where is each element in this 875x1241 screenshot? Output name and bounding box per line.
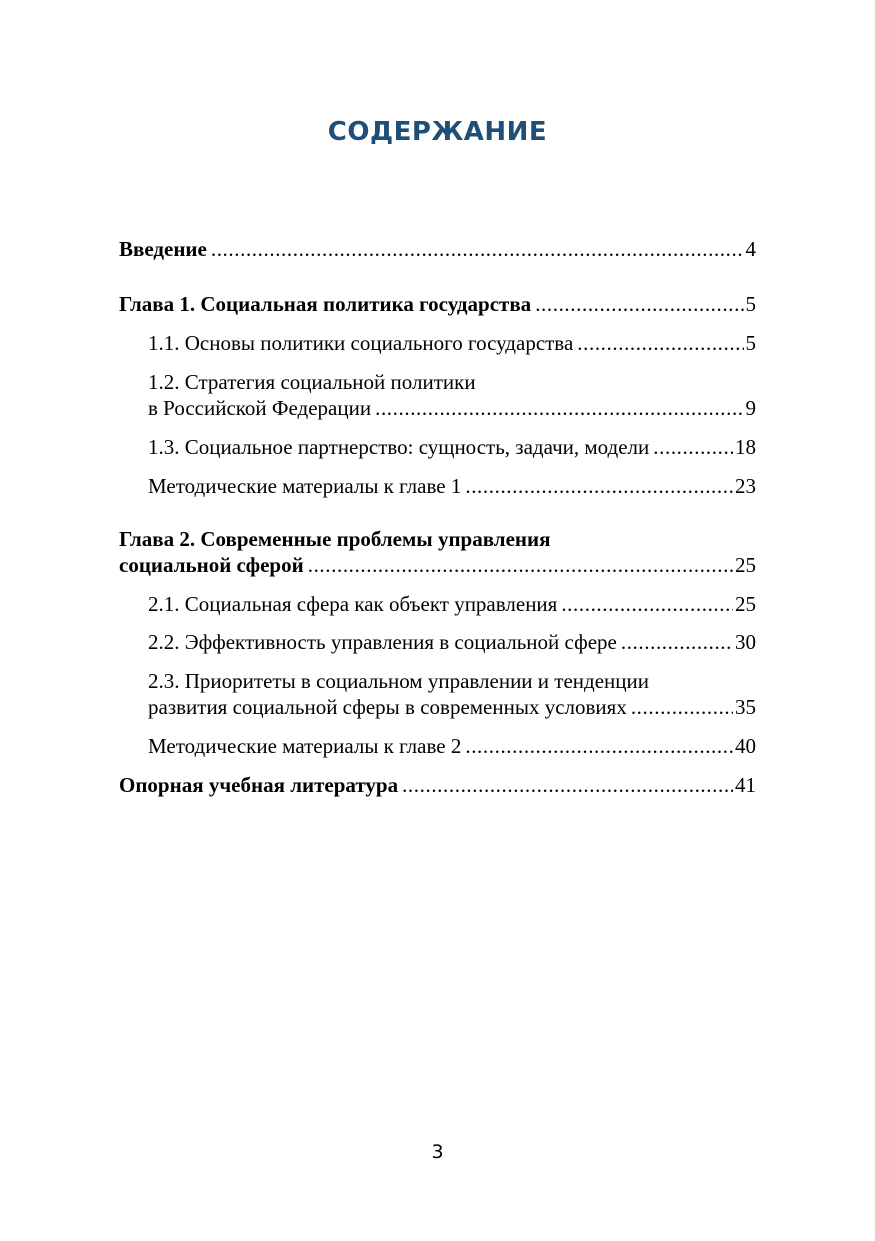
toc-entry-section-1-3[interactable]: [148, 434, 756, 460]
toc-page-number: 4: [745, 237, 756, 261]
dot-leader: [653, 434, 733, 460]
toc-entry-title: 1.1. Основы политики социального государства: [148, 331, 574, 355]
toc-entry-title: 2.2. Эффективность управления в социальной сфере: [148, 630, 617, 654]
toc-page-number: 9: [745, 396, 756, 420]
dot-leader: [535, 291, 743, 317]
dot-leader: [211, 236, 744, 262]
toc-entry-section-2-1[interactable]: [148, 591, 756, 617]
dot-leader: [561, 591, 733, 617]
toc-entry-title: Введение: [119, 237, 207, 261]
toc-page-number: 23: [735, 474, 756, 498]
toc-entry-section-1-2[interactable]: [148, 369, 756, 421]
toc-entry-section-1-1[interactable]: [148, 330, 756, 356]
toc-entry-title: Методические материалы к главе 2: [148, 734, 462, 758]
dot-leader: [621, 629, 733, 655]
toc-entry-title: в Российской Федерации: [148, 396, 372, 420]
page-number: 3: [431, 1141, 444, 1163]
toc-page-number: 5: [745, 292, 756, 316]
dot-leader: [308, 552, 733, 578]
dot-leader: [375, 395, 743, 421]
toc-entry-section-2-3[interactable]: [148, 668, 756, 720]
toc-page-number: 18: [735, 435, 756, 459]
toc-page-number: 5: [745, 331, 756, 355]
toc-page-number: 41: [735, 773, 756, 797]
dot-leader: [465, 473, 733, 499]
toc-entry-intro[interactable]: [119, 236, 756, 262]
toc-page-number: 25: [735, 553, 756, 577]
toc-entry-title: Методические материалы к главе 1: [148, 474, 462, 498]
toc-entry-title: Опорная учебная литература: [119, 773, 399, 797]
toc-entry-title: развития социальной сферы в современных условиях: [148, 695, 627, 719]
toc-entry-title: 1.3. Социальное партнерство: сущность, задачи, модели: [148, 435, 650, 459]
toc-entry-title: Глава 1. Социальная политика государства: [119, 292, 532, 316]
page-title: СОДЕРЖАНИЕ: [327, 117, 548, 147]
toc-entry-chapter-2[interactable]: [119, 526, 756, 578]
toc-page-number: 40: [735, 734, 756, 758]
toc-entry-chapter-1[interactable]: [119, 291, 756, 317]
dot-leader: [631, 694, 733, 720]
toc-entry-title-line: 1.2. Стратегия социальной политики: [148, 370, 476, 394]
toc-entry-title: 2.1. Социальная сфера как объект управления: [148, 592, 558, 616]
dot-leader: [577, 330, 743, 356]
toc-entry-methods-2[interactable]: [148, 733, 756, 759]
toc-entry-title: социальной сферой: [119, 553, 304, 577]
toc-entry-section-2-2[interactable]: [148, 629, 756, 655]
toc-entry-methods-1[interactable]: [148, 473, 756, 499]
toc-entry-literature[interactable]: [119, 772, 756, 798]
toc-page-number: 30: [735, 630, 756, 654]
dot-leader: [402, 772, 733, 798]
toc-entry-title-line: 2.3. Приоритеты в социальном управлении и тенденции: [148, 669, 649, 693]
toc-entry-title-line: Глава 2. Современные проблемы управления: [119, 527, 551, 551]
toc-page-number: 35: [735, 695, 756, 719]
toc-page-number: 25: [735, 592, 756, 616]
dot-leader: [465, 733, 733, 759]
